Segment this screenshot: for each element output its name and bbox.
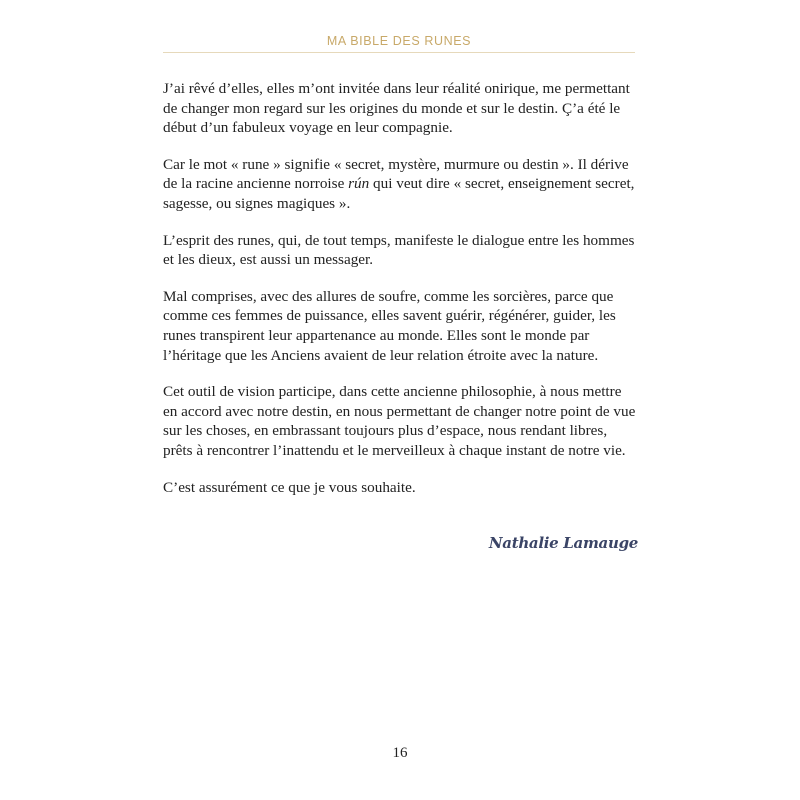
paragraph-4: Mal comprises, avec des allures de soufre, comme les sorcières, parce que comme ces femmes de puissance, elles savent guérir, régénérer, guider, les runes transpirent leur appartenance au monde. Elles sont le monde par l’héritage que les Anciens avaient de leur relation étroite avec la nature. — [163, 287, 616, 364]
author-signature: Nathalie Lamauge — [488, 534, 638, 552]
paragraph-5: Cet outil de vision participe, dans cette ancienne philosophie, à nous mettre en accord avec notre destin, en nous permettant de changer notre point de vue sur les choses, en embrassant toujours plus d’espace, nous rendant libres, prêts à rencontrer l’inattendu et le merveilleux à chaque instant de notre vie. — [163, 383, 636, 459]
header-divider — [163, 52, 635, 53]
page-number: 16 — [392, 745, 408, 761]
body-text — [163, 79, 636, 514]
paragraph-2-part-1: Car le mot « rune » signifie « secret, mystère, murmure ou destin ». Il dérive de la racine ancienne norroise — [163, 155, 629, 193]
running-header: MA BIBLE DES RUNES — [326, 34, 472, 48]
paragraph-2-part-2: qui veut dire « secret, enseignement secret, sagesse, ou signes magiques ». — [163, 175, 635, 212]
paragraph-6: C’est assurément ce que je vous souhaite. — [163, 478, 416, 496]
paragraph-2 — [163, 155, 636, 214]
paragraph-2-italic-word: rún — [348, 175, 370, 193]
paragraph-1: J’ai rêvé d’elles, elles m’ont invitée dans leur réalité onirique, me permettant de changer mon regard sur les origines du monde et sur le destin. Ç’a été le début d’un fabuleux voyage en leur compagnie. — [163, 80, 630, 137]
paragraph-3: L’esprit des runes, qui, de tout temps, manifeste le dialogue entre les hommes et les dieux, est aussi un messager. — [163, 231, 635, 269]
